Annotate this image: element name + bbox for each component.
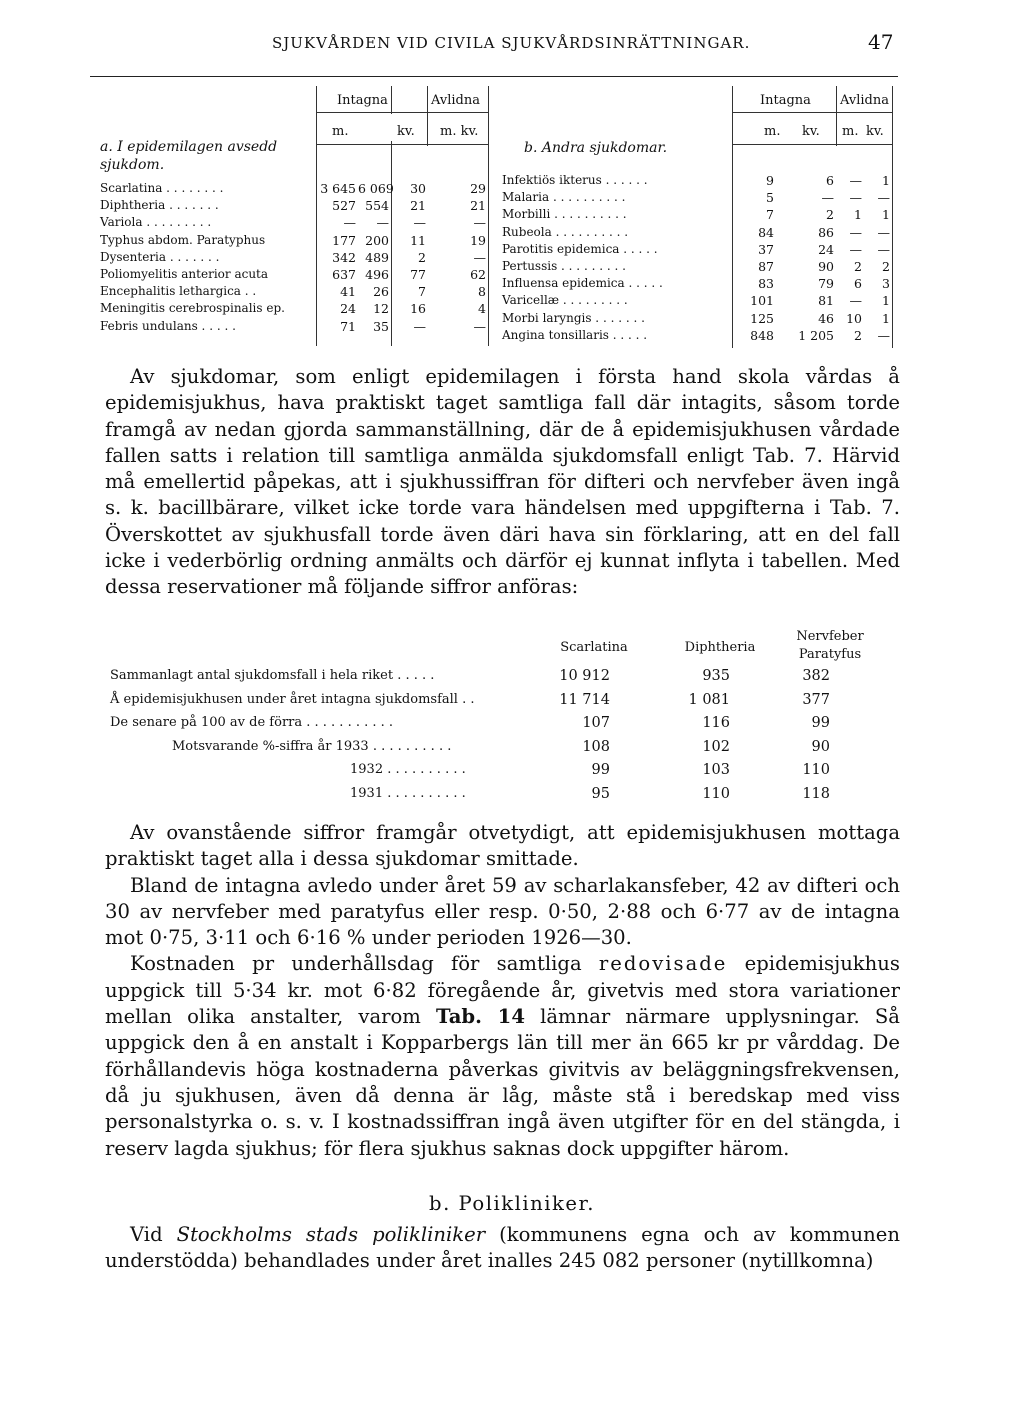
cell-intagna-m: 9 bbox=[766, 173, 774, 188]
cell-intagna-kv: 1 205 bbox=[798, 327, 834, 343]
table-row bbox=[502, 292, 902, 309]
table-row bbox=[502, 327, 902, 344]
comparison-row bbox=[110, 692, 900, 713]
table-divider bbox=[391, 86, 392, 114]
section-heading: b. Polikliniker. bbox=[429, 1192, 595, 1215]
table-row bbox=[100, 283, 498, 300]
cell-avlidna-kv: 62 bbox=[470, 267, 486, 282]
cell-avlidna-m: 2 bbox=[418, 249, 426, 265]
column-header-kv: kv. bbox=[397, 124, 415, 139]
cell-avlidna-m: — bbox=[849, 293, 862, 309]
row-label: Pertussis . . . . . . . . . bbox=[502, 259, 626, 273]
body-paragraph bbox=[105, 820, 900, 1162]
cell-intagna-kv: 12 bbox=[373, 301, 389, 317]
row-label: Morbilli . . . . . . . . . . bbox=[502, 207, 627, 222]
row-label: Motsvarande %-siffra år 1933 . . . . . . . . . . bbox=[172, 738, 452, 754]
row-label: De senare på 100 av de förra . . . . . . . . . . . bbox=[110, 715, 394, 730]
comparison-row bbox=[110, 668, 900, 689]
cell-avlidna-kv: 1 bbox=[882, 173, 890, 188]
cell-avlidna-kv: — bbox=[877, 241, 890, 257]
column-header-diphtheria: Diphtheria bbox=[684, 640, 756, 655]
cell-intagna-m: 37 bbox=[758, 241, 774, 257]
running-header bbox=[0, 30, 1024, 58]
column-header-mkv: m. kv. bbox=[440, 124, 479, 139]
table-row bbox=[502, 310, 902, 327]
table-row bbox=[100, 300, 498, 317]
cell-intagna-kv: 496 bbox=[365, 267, 389, 282]
column-header-intagna: Intagna bbox=[760, 93, 811, 108]
row-label: Diphtheria . . . . . . . bbox=[100, 198, 219, 213]
column-header-avlidna: Avlidna bbox=[431, 93, 480, 108]
cell-scarlatina: 10 912 bbox=[559, 668, 610, 684]
table-other-diseases bbox=[502, 86, 902, 356]
cell-intagna-m: 125 bbox=[750, 310, 774, 326]
table-row bbox=[100, 214, 498, 231]
cell-avlidna-m: 16 bbox=[410, 301, 426, 317]
cell-avlidna-m: 7 bbox=[418, 284, 426, 300]
cell-intagna-kv: 2 bbox=[826, 207, 834, 223]
spaced-text: redovisade bbox=[598, 952, 728, 976]
cell-avlidna-kv: — bbox=[473, 249, 486, 265]
cell-avlidna-kv: — bbox=[877, 224, 890, 240]
cell-avlidna-m: — bbox=[413, 318, 426, 334]
cell-scarlatina: 107 bbox=[582, 715, 610, 731]
cell-intagna-kv: 79 bbox=[818, 276, 834, 292]
cell-intagna-kv: 90 bbox=[818, 259, 834, 274]
cell-intagna-m: 7 bbox=[766, 207, 774, 223]
cell-avlidna-kv: 3 bbox=[882, 276, 890, 292]
column-header-nervfeber: Nervfeber bbox=[796, 629, 864, 644]
comparison-row bbox=[110, 762, 900, 783]
text-run: Kostnaden pr underhållsdag för samtliga bbox=[130, 952, 582, 976]
cell-intagna-m: 527 bbox=[332, 198, 356, 214]
table-row bbox=[502, 275, 902, 292]
column-header-kv: kv. bbox=[802, 124, 820, 139]
text-run: (kommunens egna och av kommunen understödda) behandlades under året inalles 245 082 personer (nytillkomna) bbox=[105, 1223, 901, 1273]
paragraph-text bbox=[105, 951, 900, 1161]
cell-nervfeber: 382 bbox=[802, 668, 830, 684]
paragraph-text: Av ovanstående siffror framgår otvetydigt, att epidemisjukhusen mottaga praktiskt taget alla i dessa sjukdomar smittade. bbox=[105, 821, 900, 871]
row-label: Variola . . . . . . . . . bbox=[100, 215, 212, 230]
cell-avlidna-kv: 1 bbox=[882, 207, 890, 223]
column-header-m: m. bbox=[332, 124, 349, 139]
cell-avlidna-kv: 1 bbox=[882, 310, 890, 326]
paragraph-text: Av sjukdomar, som enligt epidemilagen i första hand skola vårdas å epidemisjukhus, hava praktiskt taget samtliga fall där intagits, såsom torde framgå av nedan gjorda sammanställning, där de å epidemisjukhusen vårdade fallen satts i relation till samtliga anmälda sjukdomsfall enligt Tab. 7. Härvid må emellertid påpekas, att i sjukhussiffran för difteri och nervfeber även ingå s. k. bacillbärare, vilket icke torde vara händelsen med uppgifterna i Tab. 7. Överskottet av sjukhusfall torde även däri hava sin förklaring, att en del fall icke i vederbörlig ordning anmälts och därför ej kunnat inflyta i tabellen. Med dessa reservationer må följande siffror anföras: bbox=[105, 365, 900, 599]
cell-intagna-kv: 554 bbox=[365, 198, 389, 214]
table-row bbox=[502, 224, 902, 241]
text-run: lämnar närmare upplysningar. Så uppgick den å en anstalt i Kopparbergs län till mer än 665 kr pr vårddag. De förhållandevis höga kostnaderna påverkas givitvis av beläggningsfrekvensen, då ju sjukhusen, även då denna är låg, måste stå i beredskap med viss personalstyrka o. s. v. I kostnadssiffran ingå även utgifter för en del stängda, i reserv lagda sjukhus; för flera sjukhus saknas dock uppgifter härom. bbox=[105, 1005, 900, 1160]
row-label: Poliomyelitis anterior acuta bbox=[100, 267, 269, 281]
table-row bbox=[100, 197, 498, 214]
cell-diphtheria: 935 bbox=[702, 668, 730, 684]
cell-avlidna-m: 77 bbox=[410, 267, 426, 282]
table-row bbox=[100, 266, 498, 283]
cell-intagna-m: — bbox=[343, 215, 356, 231]
table-divider bbox=[427, 86, 428, 146]
cell-avlidna-kv: 21 bbox=[470, 198, 486, 214]
cell-avlidna-m: — bbox=[413, 215, 426, 231]
row-label: Malaria . . . . . . . . . . bbox=[502, 190, 626, 205]
cell-intagna-m: 342 bbox=[332, 249, 356, 265]
cell-avlidna-m: 6 bbox=[854, 276, 862, 292]
table-reference: Tab. 14 bbox=[436, 1005, 525, 1029]
row-label: Rubeola . . . . . . . . . . bbox=[502, 224, 629, 239]
cell-intagna-m: 71 bbox=[340, 318, 356, 334]
body-paragraph bbox=[105, 1222, 900, 1275]
cell-intagna-kv: 46 bbox=[818, 310, 834, 326]
cell-intagna-kv: 6 069 bbox=[358, 181, 394, 196]
cell-intagna-m: 3 645 bbox=[320, 181, 356, 196]
row-label: 1932 . . . . . . . . . . bbox=[350, 762, 466, 777]
cell-avlidna-m: 10 bbox=[846, 310, 862, 326]
cell-avlidna-kv: 19 bbox=[470, 232, 486, 248]
text-run: epidemisjukhus uppgick till 5·34 kr. mot 6·82 föregående år, givetvis med stora variationer mellan olika anstalter, varom bbox=[105, 952, 900, 1029]
cell-avlidna-kv: 8 bbox=[478, 284, 486, 300]
column-header-avlidna: Avlidna bbox=[840, 93, 889, 108]
row-label: Influensa epidemica . . . . . bbox=[502, 276, 663, 291]
cell-intagna-kv: 35 bbox=[373, 318, 389, 334]
cell-avlidna-m: — bbox=[849, 190, 862, 206]
row-label: Angina tonsillaris . . . . . bbox=[502, 327, 648, 342]
cell-intagna-kv: 489 bbox=[365, 249, 389, 265]
column-header-paratyfus: Paratyfus bbox=[798, 647, 862, 662]
cell-intagna-m: 177 bbox=[332, 232, 356, 248]
table-rule bbox=[316, 144, 488, 145]
cell-avlidna-m: — bbox=[849, 173, 862, 188]
comparison-row bbox=[110, 715, 900, 736]
table-row bbox=[100, 180, 498, 197]
cell-intagna-m: 41 bbox=[340, 284, 356, 300]
cell-intagna-m: 84 bbox=[758, 224, 774, 240]
cell-nervfeber: 110 bbox=[802, 762, 830, 778]
cell-intagna-m: 848 bbox=[750, 327, 774, 343]
cell-avlidna-m: 30 bbox=[410, 181, 426, 196]
row-label: Varicellæ . . . . . . . . . bbox=[502, 293, 628, 308]
cell-avlidna-kv: — bbox=[877, 327, 890, 343]
table-row bbox=[502, 206, 902, 223]
body-paragraph bbox=[105, 364, 900, 601]
row-label: Sammanlagt antal sjukdomsfall i hela riket . . . . . bbox=[110, 668, 435, 683]
cell-avlidna-kv: — bbox=[877, 190, 890, 206]
table-divider bbox=[836, 86, 837, 146]
cell-scarlatina: 108 bbox=[582, 738, 610, 755]
table-rule bbox=[732, 112, 892, 113]
cell-nervfeber: 99 bbox=[811, 715, 830, 731]
cell-intagna-kv: 24 bbox=[818, 241, 834, 257]
header-rule bbox=[90, 76, 898, 77]
page-title: SJUKVÅRDEN VID CIVILA SJUKVÅRDSINRÄTTNINGAR. bbox=[272, 34, 751, 52]
row-label: Infektiös ikterus . . . . . . bbox=[502, 173, 648, 187]
cell-diphtheria: 102 bbox=[702, 738, 730, 755]
table-row bbox=[100, 249, 498, 266]
page-number: 47 bbox=[868, 30, 894, 54]
row-label: Febris undulans . . . . . bbox=[100, 318, 236, 333]
cell-scarlatina: 11 714 bbox=[559, 691, 610, 708]
column-header-kv2: kv. bbox=[866, 124, 884, 139]
cell-intagna-m: 637 bbox=[332, 267, 356, 282]
cell-intagna-m: 87 bbox=[758, 259, 774, 274]
cell-avlidna-m: — bbox=[849, 241, 862, 257]
cell-intagna-m: 5 bbox=[766, 190, 774, 206]
cell-avlidna-kv: 4 bbox=[478, 301, 486, 317]
table-row bbox=[502, 172, 902, 189]
row-label: Meningitis cerebrospinalis ep. bbox=[100, 301, 285, 316]
cell-avlidna-m: — bbox=[849, 224, 862, 240]
column-header-m2: m. bbox=[842, 124, 859, 139]
cell-avlidna-m: 2 bbox=[854, 327, 862, 343]
table-rule bbox=[732, 144, 892, 145]
cell-diphtheria: 110 bbox=[702, 785, 730, 802]
column-header-scarlatina: Scarlatina bbox=[560, 640, 628, 655]
cell-avlidna-m: 21 bbox=[410, 198, 426, 214]
cell-scarlatina: 95 bbox=[591, 785, 610, 802]
cell-diphtheria: 103 bbox=[702, 762, 730, 778]
table-caption: a. I epidemilagen avsedd sjukdom. bbox=[100, 139, 278, 173]
paragraph-text bbox=[105, 1222, 900, 1275]
cell-avlidna-kv: 29 bbox=[470, 181, 486, 196]
column-header-intagna: Intagna bbox=[337, 93, 388, 108]
row-label: Encephalitis lethargica . . bbox=[100, 284, 257, 299]
row-label: Parotitis epidemica . . . . . bbox=[502, 241, 658, 256]
cell-intagna-kv: — bbox=[821, 190, 834, 206]
cell-nervfeber: 90 bbox=[811, 738, 830, 755]
cell-avlidna-kv: — bbox=[473, 318, 486, 334]
comparison-row bbox=[110, 786, 900, 807]
cell-intagna-kv: 200 bbox=[365, 232, 389, 248]
table-row bbox=[502, 189, 902, 206]
cell-intagna-m: 24 bbox=[340, 301, 356, 317]
table-caption: b. Andra sjukdomar. bbox=[524, 140, 668, 156]
row-label: Scarlatina . . . . . . . . bbox=[100, 181, 224, 195]
cell-intagna-kv: 86 bbox=[818, 224, 834, 240]
cell-avlidna-m: 1 bbox=[854, 207, 862, 223]
cell-diphtheria: 116 bbox=[702, 715, 730, 731]
cell-nervfeber: 118 bbox=[802, 785, 830, 802]
cell-avlidna-m: 2 bbox=[854, 259, 862, 274]
paragraph-text: Bland de intagna avledo under året 59 av scharlakansfeber, 42 av difteri och 30 av nervfeber med paratyfus eller resp. 0·50, 2·88 och 6·77 av de intagna mot 0·75, 3·11 och 6·16 % under perioden 1926—30. bbox=[105, 873, 900, 950]
cell-scarlatina: 99 bbox=[591, 762, 610, 778]
text-run: Vid bbox=[130, 1223, 163, 1246]
cell-avlidna-m: 11 bbox=[410, 232, 426, 248]
row-label: 1931 . . . . . . . . . . bbox=[350, 785, 466, 801]
row-label: Å epidemisjukhusen under året intagna sjukdomsfall . . bbox=[110, 691, 475, 707]
cell-intagna-m: 83 bbox=[758, 276, 774, 292]
cell-avlidna-kv: — bbox=[473, 215, 486, 231]
row-label: Dysenteria . . . . . . . bbox=[100, 249, 220, 264]
column-header-m: m. bbox=[764, 124, 781, 139]
table-row bbox=[502, 241, 902, 258]
row-label: Typhus abdom. Paratyphus bbox=[100, 232, 266, 247]
cell-intagna-kv: 6 bbox=[826, 173, 834, 188]
table-row bbox=[502, 258, 902, 275]
cell-intagna-kv: 81 bbox=[818, 293, 834, 309]
table-epidemic-diseases bbox=[100, 86, 498, 356]
cell-avlidna-kv: 1 bbox=[882, 293, 890, 309]
cell-intagna-kv: 26 bbox=[373, 284, 389, 300]
cell-nervfeber: 377 bbox=[802, 691, 830, 708]
row-label: Morbi laryngis . . . . . . . bbox=[502, 310, 645, 325]
cell-diphtheria: 1 081 bbox=[688, 691, 730, 708]
comparison-row bbox=[110, 739, 900, 760]
cell-avlidna-kv: 2 bbox=[882, 259, 890, 274]
table-rule bbox=[316, 112, 488, 113]
table-row bbox=[100, 318, 498, 335]
table-row bbox=[100, 232, 498, 249]
cell-intagna-kv: — bbox=[376, 215, 389, 231]
cell-intagna-m: 101 bbox=[750, 293, 774, 309]
italic-text: Stockholms stads polikliniker bbox=[176, 1223, 486, 1246]
